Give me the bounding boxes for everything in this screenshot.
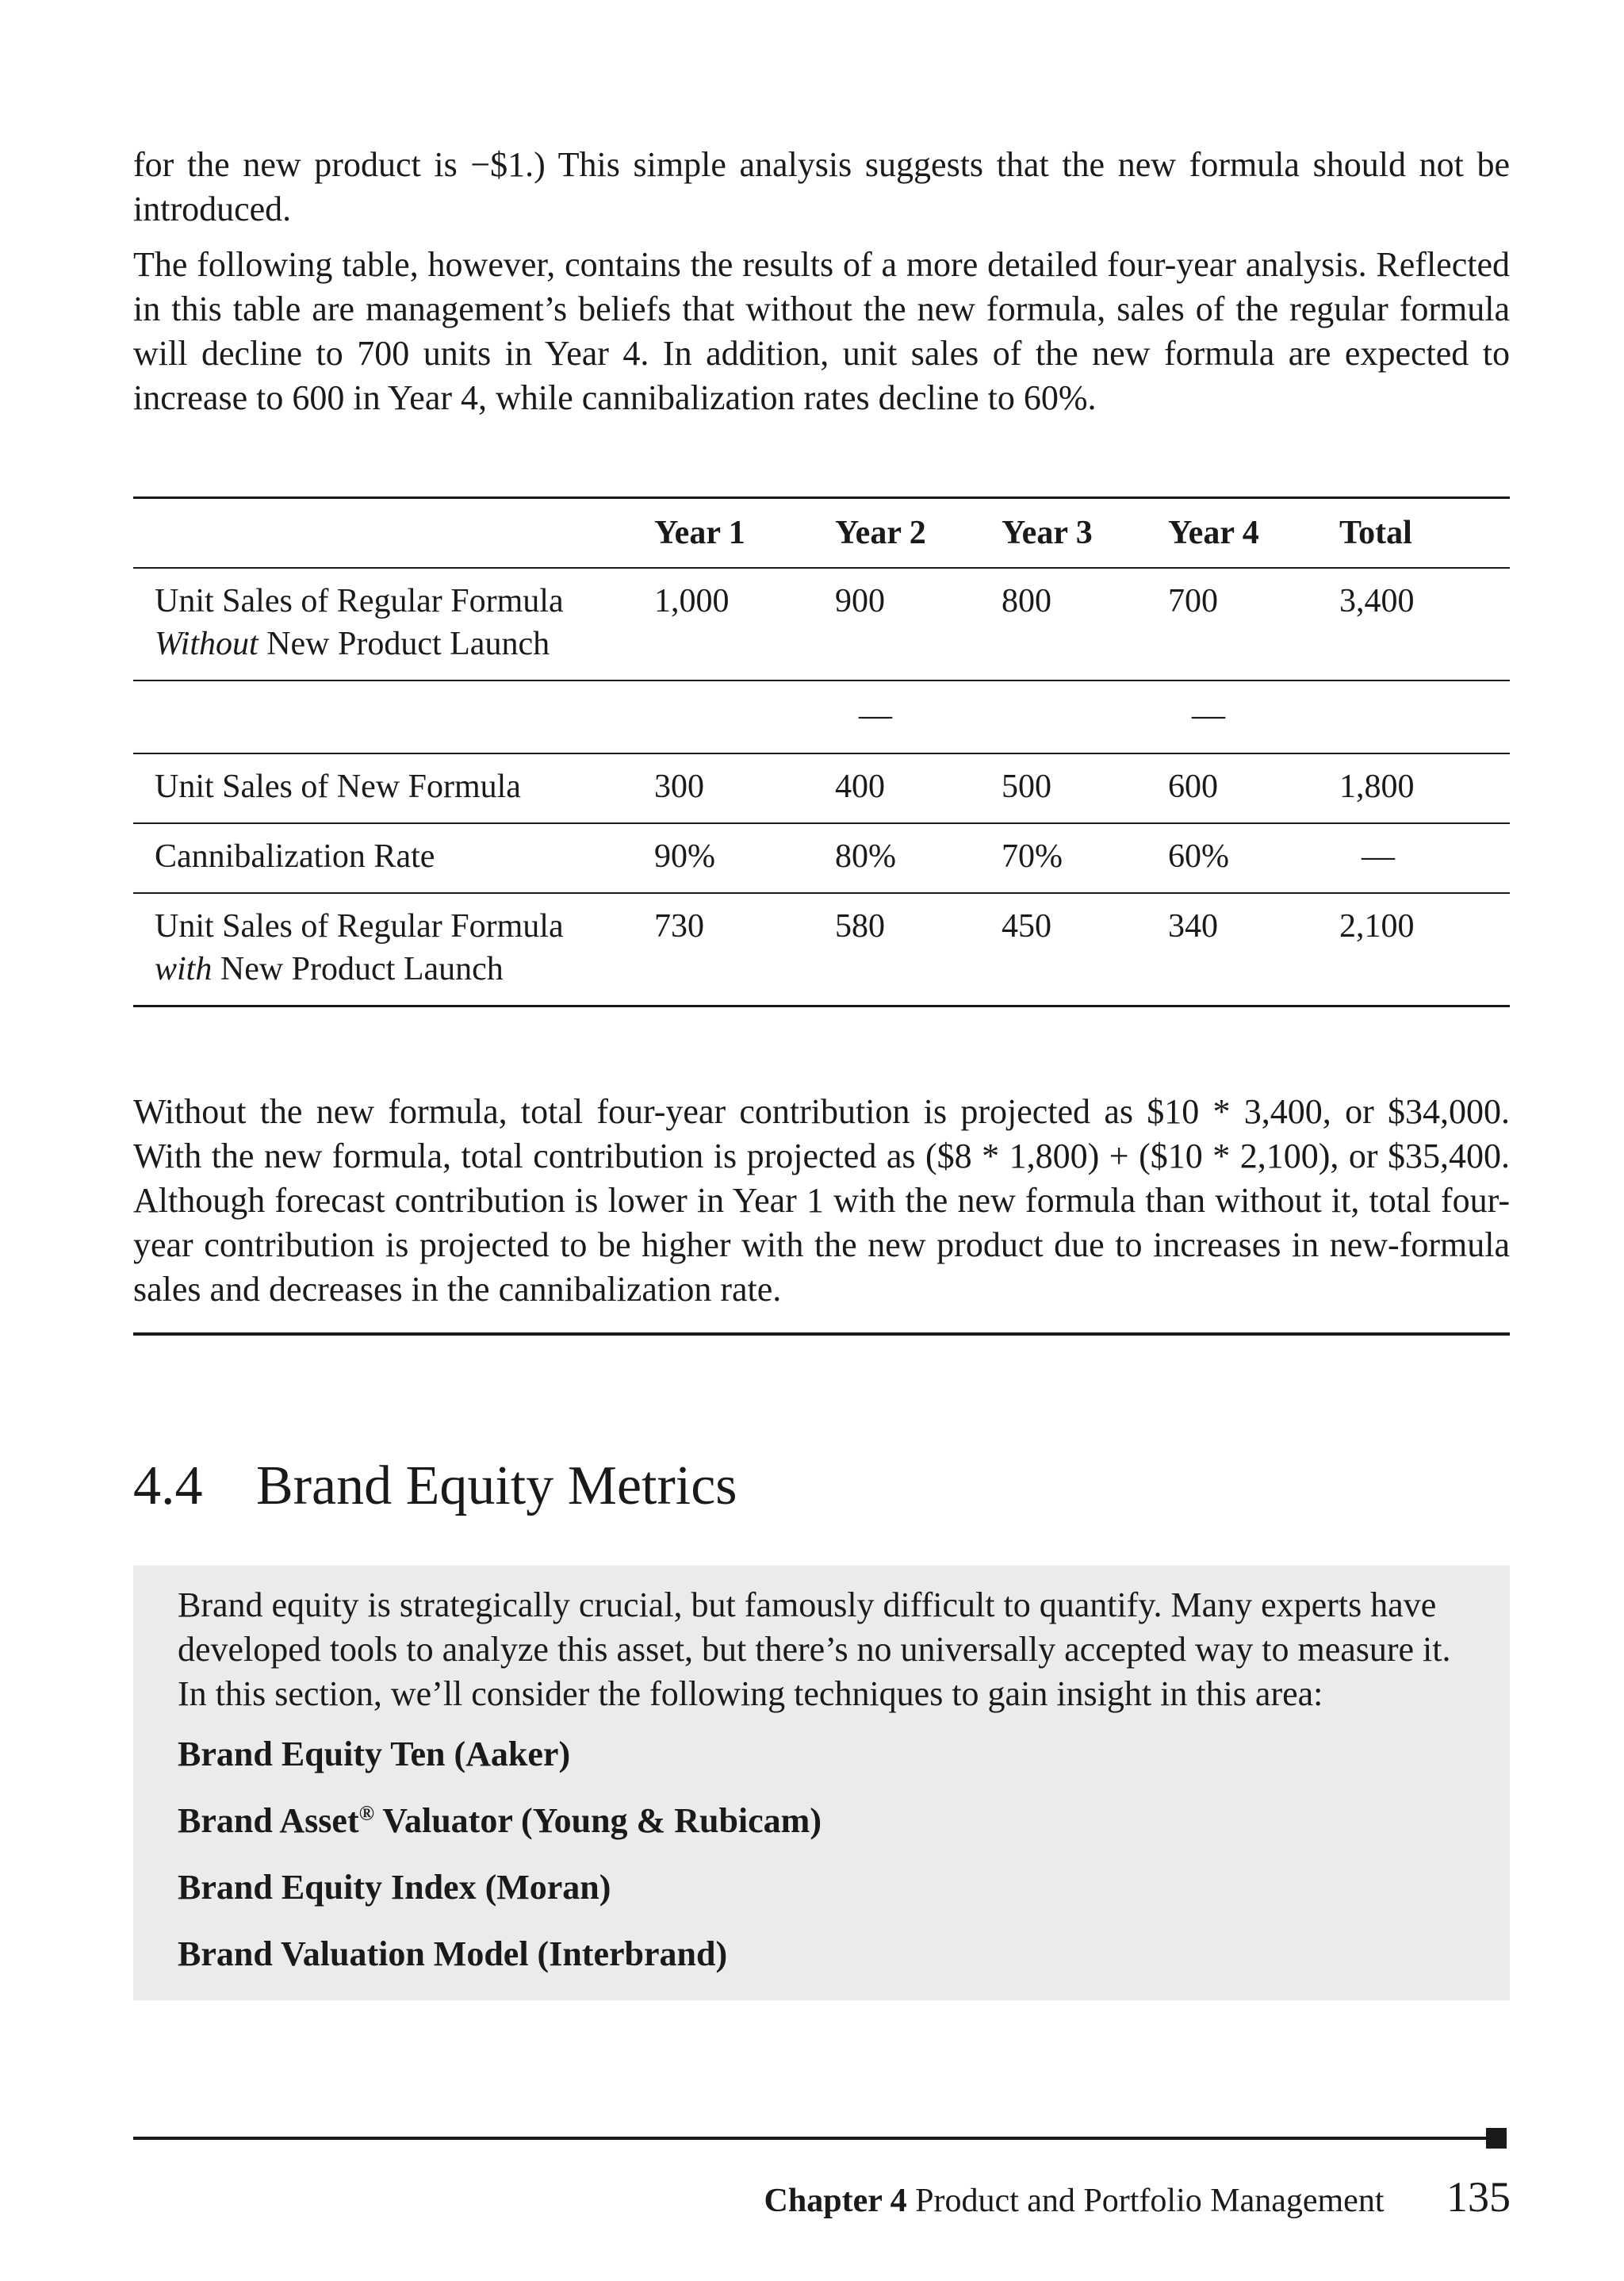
row-label: Unit Sales of New Formula (155, 769, 521, 805)
cell-value: 450 (1002, 908, 1051, 945)
section-heading (133, 1453, 1510, 1520)
summary-box (133, 1566, 1510, 2000)
cell-value: 1,000 (654, 583, 730, 619)
cell-value: 600 (1168, 769, 1218, 805)
cell-value: 800 (1002, 583, 1051, 619)
table-row (133, 568, 1510, 680)
cell-value: 700 (1168, 583, 1218, 619)
cell-value: 2,100 (1339, 908, 1415, 945)
cannibalization-table (133, 496, 1510, 1007)
table-row (133, 893, 1510, 1006)
cell-value: 580 (835, 908, 885, 945)
cell-value: 60% (1168, 838, 1229, 875)
header-blank (133, 498, 654, 569)
cell-value: 500 (1002, 769, 1051, 805)
summary-intro: Brand equity is strategically crucial, but famously difficult to quantify. Many experts have developed tools to analyze this asset, but there’s no universally accepted way to measure it. In this section, we’ll consider the following techniques to gain insight in this area: (178, 1585, 1451, 1714)
cell-value: 3,400 (1339, 583, 1415, 619)
header-year-1: Year 1 (654, 515, 745, 551)
row-label: Unit Sales of Regular Formula with New Product Launch (155, 908, 564, 987)
section-title: Brand Equity Metrics (256, 1455, 737, 1516)
table-header-row (133, 498, 1510, 569)
row-label: Unit Sales of Regular Formula Without New Product Launch (155, 583, 564, 662)
technique-item: Brand Equity Ten (Aaker) (178, 1735, 571, 1774)
header-total: Total (1339, 515, 1412, 551)
cell-value: 80% (835, 838, 896, 875)
cell-value: 400 (835, 769, 885, 805)
cell-value: 730 (654, 908, 704, 945)
section-divider (133, 1332, 1510, 1336)
header-year-2: Year 2 (835, 515, 926, 551)
cell-dash: — (859, 697, 892, 734)
row-label: Cannibalization Rate (155, 838, 435, 875)
paragraph-intro: for the new product is −$1.) This simple analysis suggests that the new formula should not be introduced. (133, 145, 1510, 228)
cell-value: 300 (654, 769, 704, 805)
paragraph-table-description: The following table, however, contains the results of a more detailed four-year analysis. Reflected in this table are management’s beliefs that without the new formula, sales of the regular formula will decline to 700 units in Year 4. In addition, unit sales of the new formula are expected to increase to 600 in Year 4, while cannibalization rates decline to 60%. (133, 245, 1510, 417)
registered-mark: ® (358, 1801, 375, 1825)
cell-value: 1,800 (1339, 769, 1415, 805)
table-row (133, 823, 1510, 893)
footer-square-marker (1486, 2128, 1507, 2149)
page-body (133, 143, 1510, 2000)
cell-dash: — (1192, 697, 1225, 734)
technique-item: Brand Valuation Model (Interbrand) (178, 1934, 728, 1974)
cell-value: 900 (835, 583, 885, 619)
table-row-dashes (133, 680, 1510, 753)
cell-value: 340 (1168, 908, 1218, 945)
page-number: 135 (1446, 2173, 1511, 2221)
table-row (133, 753, 1510, 823)
header-year-4: Year 4 (1168, 515, 1259, 551)
running-footer (764, 2175, 1511, 2223)
cell-value: 70% (1002, 838, 1063, 875)
footer-chapter-title: Product and Portfolio Management (915, 2183, 1385, 2219)
cell-value: 90% (654, 838, 715, 875)
footer-chapter: Chapter 4 (764, 2183, 907, 2219)
technique-item: Brand Equity Index (Moran) (178, 1868, 611, 1907)
technique-item: Brand Asset® Valuator (Young & Rubicam) (178, 1801, 822, 1841)
footer-rule (133, 2137, 1497, 2140)
cell-value: — (1362, 838, 1395, 875)
paragraph-contribution-analysis: Without the new formula, total four-year contribution is projected as $10 * 3,400, or $34,000. With the new formula, total contribution is projected as ($8 * 1,800) + ($10 * 2,100), or $35,400. Although forecast contribution is lower in Year 1 with the new formula than without it, total four-year contribution is projected to be higher with the new product due to increases in new-formula sales and decreases in the cannibalization rate. (133, 1092, 1510, 1309)
header-year-3: Year 3 (1002, 515, 1093, 551)
section-number: 4.4 (133, 1455, 203, 1516)
